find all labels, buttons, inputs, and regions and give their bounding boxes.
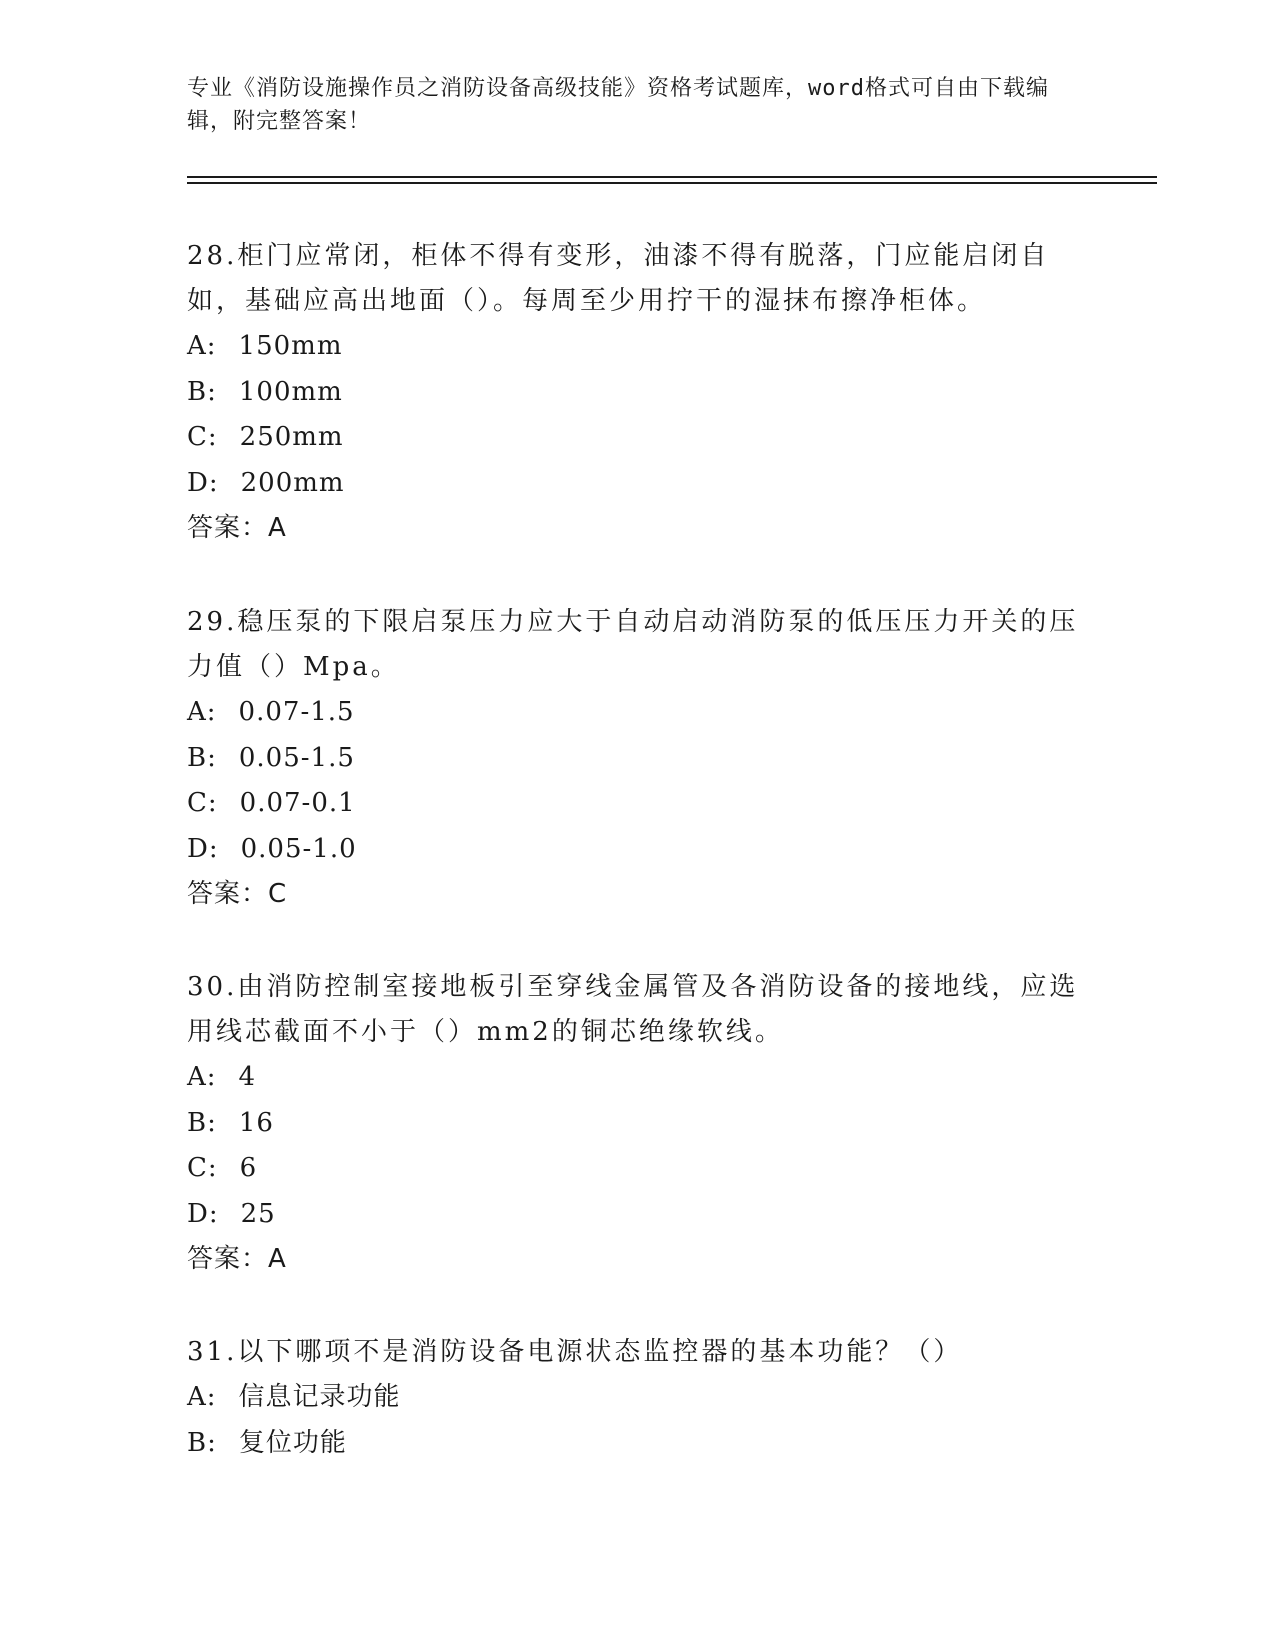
option-key: B: bbox=[187, 1107, 217, 1138]
question-28 bbox=[187, 234, 1087, 551]
option-c bbox=[187, 415, 1087, 461]
option-key: D: bbox=[187, 1198, 219, 1229]
option-key: A: bbox=[187, 697, 217, 727]
question-30 bbox=[187, 965, 1087, 1282]
option-key: B: bbox=[187, 742, 217, 773]
option-a bbox=[187, 324, 1087, 370]
option-key: C: bbox=[187, 1153, 218, 1183]
option-text: 200mm bbox=[240, 467, 345, 498]
question-31 bbox=[187, 1330, 1087, 1466]
option-text: 100mm bbox=[238, 376, 343, 407]
header-divider-top bbox=[187, 176, 1157, 178]
option-key: B: bbox=[187, 1427, 217, 1458]
option-b bbox=[187, 1421, 1087, 1467]
option-d bbox=[187, 827, 1087, 873]
header-divider-bottom bbox=[187, 182, 1157, 184]
answer-line: 答案：A bbox=[187, 1244, 287, 1274]
option-key: C: bbox=[187, 788, 218, 818]
option-d bbox=[187, 461, 1087, 507]
option-b bbox=[187, 370, 1087, 416]
option-text: 16 bbox=[238, 1107, 274, 1138]
question-29 bbox=[187, 600, 1087, 917]
option-key: C: bbox=[187, 422, 218, 452]
answer-line: 答案：A bbox=[187, 513, 287, 543]
option-text: 4 bbox=[238, 1062, 257, 1092]
option-a bbox=[187, 1055, 1087, 1101]
question-stem: 29.稳压泵的下限启泵压力应大于自动启动消防泵的低压压力开关的压力值（）Mpa。 bbox=[187, 607, 1079, 682]
option-text: 25 bbox=[240, 1198, 276, 1229]
option-b bbox=[187, 1101, 1087, 1147]
question-stem: 30.由消防控制室接地板引至穿线金属管及各消防设备的接地线，应选用线芯截面不小于（）mm2的铜芯绝缘软线。 bbox=[187, 972, 1079, 1047]
option-d bbox=[187, 1192, 1087, 1238]
option-key: A: bbox=[187, 1062, 217, 1092]
option-text: 0.07-0.1 bbox=[239, 788, 356, 818]
option-text: 0.05-1.0 bbox=[240, 833, 357, 864]
option-key: B: bbox=[187, 376, 217, 407]
option-a bbox=[187, 1375, 1087, 1421]
option-key: D: bbox=[187, 833, 219, 864]
option-c bbox=[187, 781, 1087, 827]
option-text: 150mm bbox=[238, 331, 343, 361]
option-key: A: bbox=[187, 331, 217, 361]
option-a bbox=[187, 690, 1087, 736]
question-stem: 28.柜门应常闭，柜体不得有变形，油漆不得有脱落，门应能启闭自如，基础应高出地面（）。每周至少用拧干的湿抹布擦净柜体。 bbox=[187, 241, 1050, 316]
option-text: 250mm bbox=[239, 422, 344, 452]
option-text: 6 bbox=[239, 1153, 258, 1183]
question-stem: 31.以下哪项不是消防设备电源状态监控器的基本功能？（） bbox=[187, 1337, 963, 1367]
option-text: 信息记录功能 bbox=[238, 1382, 401, 1412]
option-text: 0.07-1.5 bbox=[238, 697, 355, 727]
document-header: 专业《消防设施操作员之消防设备高级技能》资格考试题库，word格式可自由下载编辑，附完整答案！ bbox=[187, 76, 1049, 134]
option-c bbox=[187, 1146, 1087, 1192]
option-b bbox=[187, 736, 1087, 782]
option-text: 复位功能 bbox=[238, 1427, 347, 1458]
answer-line: 答案：C bbox=[187, 879, 288, 909]
option-text: 0.05-1.5 bbox=[238, 742, 355, 773]
option-key: A: bbox=[187, 1382, 217, 1412]
option-key: D: bbox=[187, 467, 219, 498]
